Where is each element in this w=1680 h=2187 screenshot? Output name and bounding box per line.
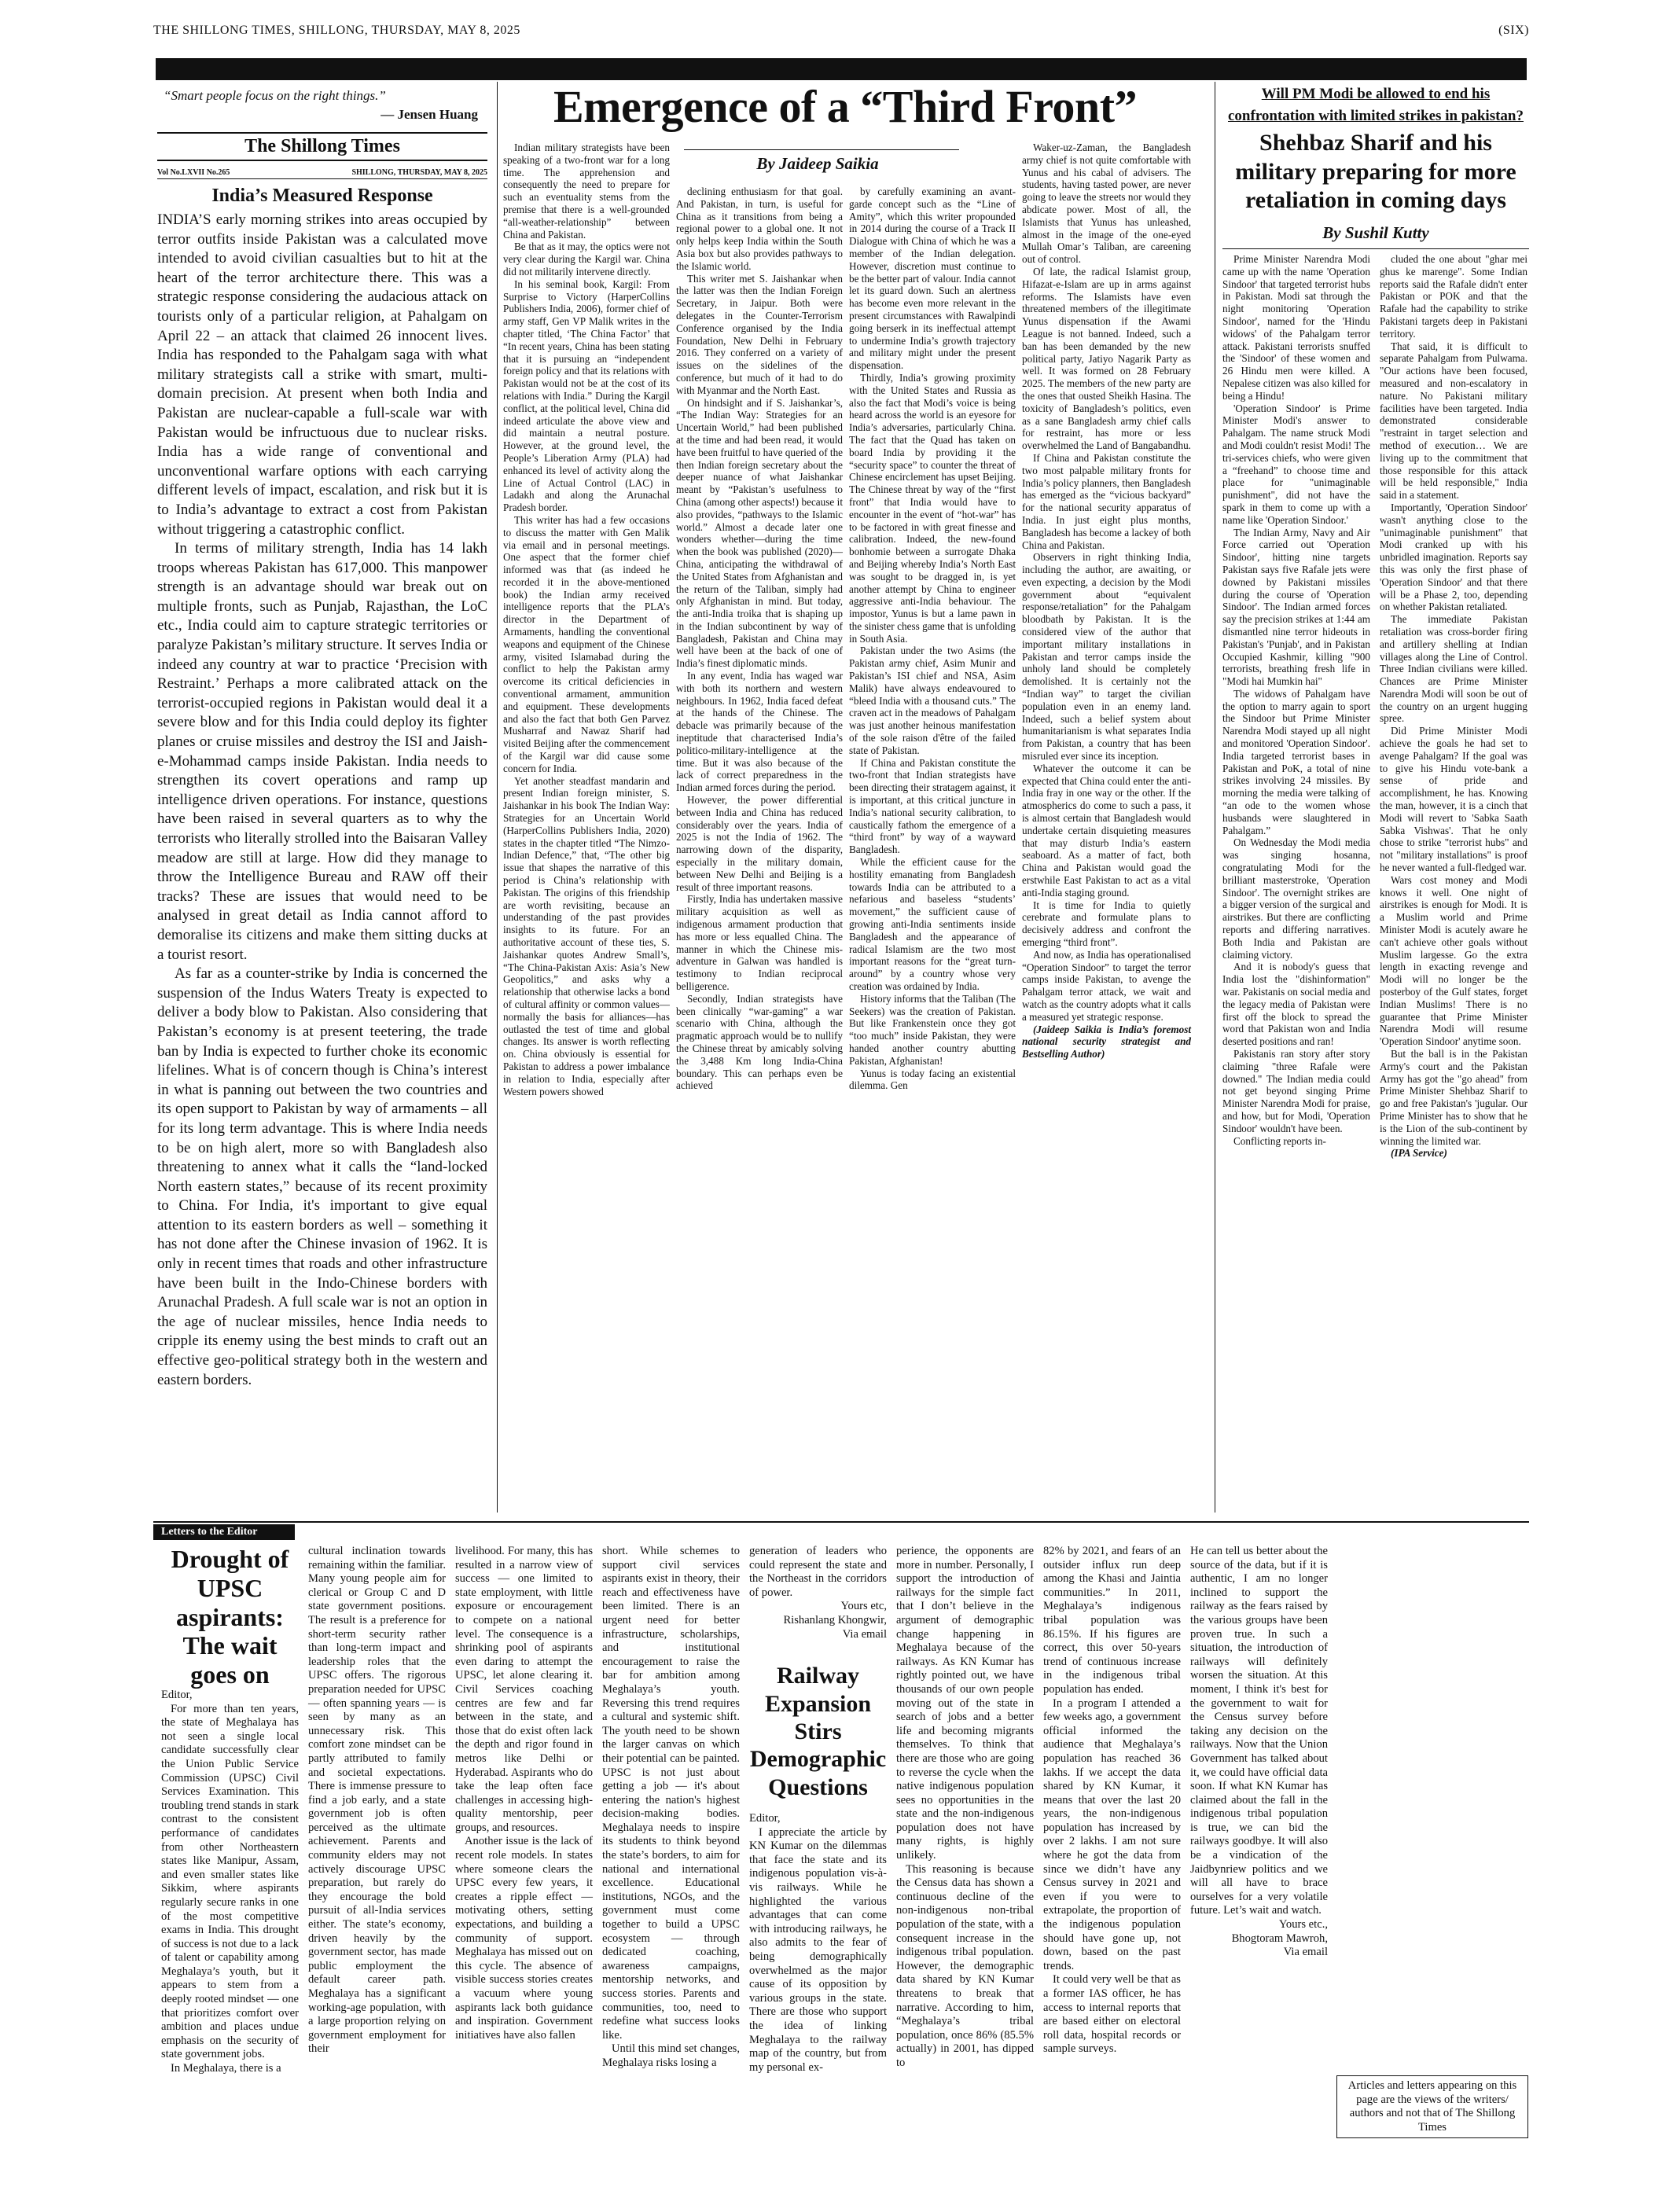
feature-paragraph: Waker-uz-Zaman, the Bangladesh army chief is not quite comfortable with Yunus and his cabal of advisers. The students, having tasted power, are never going to leave the streets nor would they abdicate power. Most of all, the Islamists that Yunus has unleashed, almost in the image of the one-eyed Mullah Omar’s Taliban, are careening out of control.	[1022, 142, 1191, 266]
right-paragraph: 'Operation Sindoor' is Prime Minister Modi's answer to Pahalgam. The name struck Modi and Modi couldn't resist Modi! The tri-services chiefs, who were given a “freehand” to choose time and place for "unimaginable punishment", did not have the spark in them to come up with a name like 'Operation Sindoor.'	[1222, 402, 1370, 526]
feature-paragraph: Whatever the outcome it can be expected that China could enter the anti-India fray in one way or the other. If the atmospherics do come to such a pass, it is almost certain that Bangladesh would undertake certain disquieting measures that may disturb India’s eastern seaboard. As a matter of fact, both China and Pakistan would goad the erstwhile East Pakistan to act as a vital anti-India staging ground.	[1022, 762, 1191, 899]
right-paragraph: That said, it is difficult to separate Pahalgam from Pulwama. "Our actions have been focused, measured and non-escalatory in nature. No Pakistani military facilities have been targeted. India demonstrated considerable "restraint in target selection and method of execution… We are living up to the commitment that those responsible for this attack will be held responsible," India said in a statement.	[1380, 340, 1527, 502]
right-paragraph: Did Prime Minister Modi achieve the goals he had set to avenge Pahalgam? If the goal was to give his Hindu vote-bank a sense of pride and accomplishment, he has. Knowing the man, however, it is a cinch that Modi will revert to 'Sabka Saath Sabka Vishwas'. That he only chose to strike "terrorist hubs" and not "military installations" is proof he never wanted a full-fledged war.	[1380, 725, 1527, 874]
letter-via: Via email	[842, 1627, 887, 1641]
letter-column	[308, 1545, 446, 2057]
letter-salutation: Editor,	[749, 1812, 781, 1825]
quote-box	[164, 88, 478, 123]
byline-rule	[1222, 248, 1529, 249]
right-paragraph: Wars cost money and Modi knows it well. One night of airstrikes is enough for Modi. It is a Muslim world and Prime Minister Modi is acutely aware he can't achieve other goals without Muslim largesse. Go the extra length in exacting revenge and Modi will no longer be the posterboy of the Gulf states, forget Indian Muslims! There is no guarantee that Prime Minister Narendra Modi will resume 'Operation Sindoor' anytime soon.	[1380, 873, 1527, 1048]
right-headline: Shehbaz Sharif and his military preparing for more retaliation in coming days	[1235, 130, 1516, 214]
feature-paragraph: However, the power differential between India and China has reduced considerably over the years. India of 2025 is not the India of 1962. The narrowing down of the disparity, especially in the military domain, between New Delhi and Beijing is a result of three important reasons.	[676, 794, 843, 893]
letter-paragraph: In Meghalaya, there is a	[171, 2062, 281, 2075]
feature-paragraph: Pakistan under the two Asims (the Pakistan army chief, Asim Munir and Pakistan’s ISI chief and NSA, Asim Malik) have always endeavoured to “bleed India with a thousand cuts.” The craven act in the meadows of Pahalgam was just another heinous manifestation of the sole raison d'être of the failed state of Pakistan.	[849, 645, 1016, 756]
feature-paragraph: by carefully examining an avant-garde concept such as the “Line of Amity”, which this writer propounded in 2014 during the course of a Track II Dialogue with China of which he was a member of the Indian delegation. However, discretion must continue to be the better part of valour. India cannot let its guard down. Such an alertness has become even more relevant in the present circumstances with Rawalpindi going berserk in its ineffectual attempt to undermine India’s growth trajectory and military might under the present dispensation.	[849, 186, 1016, 372]
letter-paragraph: generation of leaders who could represent the state and the Northeast in the corridors of power.	[749, 1545, 887, 1599]
right-paragraph: The Indian Army, Navy and Air Force carried out 'Operation Sindoor', hitting nine targets Pakistan says five Rafale jets were downed by Pakistani missiles during the course of 'Operation Sindoor'. The Indian armed forces say the precision strikes at 1:44 am dismantled nine terror hideouts in Pakistan's 'Punjab', and in Pakistan Occupied Kashmir, killing "900 terrorists, breathing fresh life in "Modi hai Mumkin hai"	[1222, 526, 1370, 688]
editorial-title: India’s Measured Response	[211, 186, 433, 206]
letter-column	[896, 1545, 1034, 2071]
letter-paragraph: In a program I attended a few weeks ago, a government official informed the audience that Meghalaya’s population has reached 36 lakhs. If we accept the data shared by KN Kumar, it means that over the last 20 years, the non-indigenous population has increased by over 2 lakhs. I am not sure where he got the data from since we didn’t have any Census survey in 2021 and even if you were to extrapolate, the proportion of the indigenous population should have gone up, not down, based on the past trends.	[1043, 1696, 1181, 1972]
letter-paragraph: For more than ten years, the state of Meghalaya has not seen a single local candidate successfully clear the Union Public Service Commission (UPSC) Civil Services Examination. This troubling trend stands in stark contrast to the consistent performance of candidates from other Northeastern states like Manipur, Assam, and even smaller states like Sikkim, where aspirants regularly secure ranks in one of the most competitive exams in India. This drought of success is not due to a lack of talent or capability among Meghalaya’s youth, but it appears to stem from a deeply rooted mindset — one that prioritizes comfort over ambition and places undue emphasis on the security of state government jobs.	[161, 1702, 299, 2061]
letter-paragraph: He can tell us better about the source of the data, but if it is authentic, I am no longer inclined to support the railway as the fears raised by the various groups have been proven true. In such a situation, the introduction of railways will definitely worsen the situation. At this moment, I think it's best for the government to wait for the Census survey before taking any decision on the railways. Now that the Union Government has talked about it, we could have official data soon. If what KN Kumar has claimed about the fall in the indigenous tribal population is true, we can bid the railways goodbye. It will also be a vindication of the Jaidbynriew politics and we will all have to brace ourselves for a very volatile future. Let’s wait and watch.	[1190, 1545, 1328, 1917]
letter-column	[1043, 1545, 1181, 2057]
letter-paragraph: 82% by 2021, and fears of an outsider influx run deep among the Khasi and Jaintia communities.” In 2011, Meghalaya’s indigenous tribal population was 86.15%. If his figures are correct, this over 50-years trend of continuous increase in the indigenous tribal population has ended.	[1043, 1545, 1181, 1696]
feature-paragraph: In any event, India has waged war with both its northern and western neighbours. In 1962, India faced defeat at the hands of the Chinese. The debacle was primarily because of the ineptitude that characterised India’s politico-military-intelligence at the time. But it was also because of the lack of correct preparedness in the Indian armed forces during the period.	[676, 670, 843, 794]
letter-signoff: Yours etc,	[840, 1600, 887, 1613]
wire-credit: (IPA Service)	[1391, 1147, 1447, 1160]
feature-paragraph: Of late, the radical Islamist group, Hifazat-e-Islam are up in arms against reforms. The Islamists have even threatened members of the illegitimate Yunus dispensation if the Awami League is not banned. Indeed, such a ban has been demanded by the new political party, Jatiyo Nagarik Party as well. It was formed on 28 February 2025. The members of the new party are the ones that ousted Sheikh Hasina. The toxicity of Bangladesh’s politics, even as a sane Bangladesh army chief calls for restraint, has more or less overwhelmed the Land of Bangabandhu.	[1022, 265, 1191, 452]
right-paragraph: And it is nobody's guess that India lost the "dishinformation" war. Pakistanis on social media and the legacy media of Pakistan were first off the block to spread the word that Pakistan won and India deserted positions and ran!	[1222, 961, 1370, 1048]
letter-paragraph: cultural inclination towards remaining within the familiar. Many young people aim for clerical or Group C and D state government positions. The result is a preference for short-term security rather than long-term impact and leadership roles that the UPSC offers. The rigorous preparation needed for UPSC — often spanning years — is seen by many as an unnecessary risk. This comfort zone mindset can be partly attributed to family and societal expectations. There is immense pressure to find a job early, and a state government job is often perceived as the ultimate achievement. Parents and community elders may not actively discourage UPSC preparation, but rarely do they encourage the bold pursuit of all-India services either. The state’s economy, driven heavily by the government sector, has made public employment the default career path. Meghalaya has a significant working-age population, with a large proportion relying on government employment for their	[308, 1545, 446, 2056]
feature-paragraph: declining enthusiasm for that goal. And Pakistan, in turn, is useful for China as it transitions from being a regional power to a global one. It not only helps keep India within the South Asia box but also provides pathways to the Islamic world.	[676, 186, 843, 272]
feature-paragraph: While the efficient cause for the hostility emanating from Bangladesh towards India can be attributed to a nefarious and baseless “students’ movement,” the sufficient cause of growing anti-India sentiments inside Bangladesh and the appearance of radical Islamism are the two most important reasons for the “great turn-around” by a country whose very creation was ordained by India.	[849, 856, 1016, 992]
feature-paragraph: Firstly, India has undertaken massive military acquisition as well as indigenous armament production that has more or less equalled China. The manner in which the Chinese mis-adventure in Galwan was handled is testimony to Indian reciprocal belligerence.	[676, 893, 843, 992]
quote-text: “Smart people focus on the right things.”	[164, 88, 386, 103]
feature-column-2	[676, 186, 843, 1092]
right-byline: By Sushil Kutty	[1322, 223, 1429, 242]
byline-rule	[684, 149, 959, 150]
letter-paragraph: Another issue is the lack of recent role models. In states where someone clears the UPSC every few years, it creates a ripple effect — motivating others, setting expectations, and building a community of support. Meghalaya has missed out on this cycle. The absence of visible success stories creates a vacuum where young aspirants lack both guidance and inspiration. Government initiatives have also fallen	[455, 1835, 593, 2042]
feature-paragraph: And now, as India has operationalised “Operation Sindoor” to target the terror camps inside Pakistan, to avenge the Pahalgam terror attack, we wait and watch as the country adopts what it calls a measured yet strategic response.	[1022, 948, 1191, 1023]
column-rule	[497, 82, 498, 1513]
letter-headline: Drought of UPSC aspirants: The wait goes on	[171, 1545, 289, 1689]
feature-column-4	[1022, 142, 1191, 1060]
letter-paragraph: This reasoning is because the Census data has shown a continuous decline of the non-indigenous non-tribal population of the state, with a consequent increase in the indigenous tribal population. However, the demographic data shared by KN Kumar threatens to break that narrative. According to him, “Meghalaya’s tribal population, once 86% (85.5% actually) in 2001, has dipped to	[896, 1862, 1034, 2069]
letter-column	[1190, 1545, 1328, 1960]
page-number: (SIX)	[1498, 24, 1529, 37]
letter-headline: Railway Expansion Stirs Demographic Questions	[749, 1663, 887, 1800]
feature-paragraph: If China and Pakistan constitute the two-front that Indian strategists have been directing their stratagem against, it is important, at this critical juncture in India’s national security calibration, to caustically fathom the emergence of a “third front” by way of a wayward Bangladesh.	[849, 756, 1016, 856]
feature-paragraph: Yet another steadfast mandarin and present Indian foreign minister, S. Jaishankar in his book The Indian Way: Strategies for an Uncertain World (HarperCollins Publishers India, 2020) states in the chapter titled “The Nimzo-Indian Defence,” that, “The other big issue that shapes the narrative of this period is China’s relationship with Pakistan. The origins of this friendship are worth revisiting, because an understanding of the past provides insights to its future. For an authoritative account of these ties, S. Jaishankar quotes Andrew Small’s, “The China-Pakistan Axis: Asia’s New Geopolitics,” and asks why a relationship that otherwise lacks a bond of cultural affinity or common values—normally the basis for alliances—has outlasted the test of time and global changes. Its answer is worth reflecting on. China obviously is essential for Pakistan to address a power imbalance in relation to India, especially after Western powers showed	[503, 774, 670, 1097]
feature-paragraph: Secondly, Indian strategists have been clinically “war-gaming” a war scenario with China, although the pragmatic approach would be to nullify the Chinese threat by amicably solving the 3,488 Km long India-China boundary. This can perhaps even be achieved	[676, 992, 843, 1092]
quote-author: — Jensen Huang	[380, 107, 478, 122]
feature-byline: By Jaideep Saikia	[756, 154, 879, 173]
feature-paragraph: Yunus is today facing an existential dilemma. Gen	[849, 1067, 1016, 1092]
right-paragraph: On Wednesday the Modi media was singing hosanna, congratulating Modi for the brilliant masterstroke, 'Operation Sindoor'. The overnight strikes are a bigger version of the surgical and airstrikes. But there are conflicting reports and differing narratives. Both India and Pakistan are claiming victory.	[1222, 836, 1370, 961]
right-column-1	[1222, 253, 1370, 1147]
edition-dateline: SHILLONG, THURSDAY, MAY 8, 2025	[351, 168, 487, 177]
disclaimer-box: Articles and letters appearing on this page are the views of the writers/ authors and not that of The Shillong Times	[1336, 2075, 1528, 2138]
feature-paragraph: This writer has had a few occasions to discuss the matter with Gen Malik via email and in personal meetings. One aspect that the former chief informed was that (as indeed he recorded it in the above-mentioned book) the Indian army received intelligence reports that the PLA’s director in the Department of Armaments, handling the conventional weapons and equipment of the Chinese army, visited Islamabad during the conflict to help the Pakistan army overcome its critical deficiencies in conventional armament, ammunition and equipment. These developments and also the fact that both Gen Parvez Musharraf and Nawaz Sharif had visited Beijing after the commencement of the Kargil war did cause some concern for India.	[503, 513, 670, 774]
feature-paragraph: If China and Pakistan constitute the two most palpable military fronts for India’s policy planners, then Bangladesh has emerged as the “vicious backyard” for the national security apparatus of India. In just eight plus months, Bangladesh has become a lackey of both China and Pakistan.	[1022, 451, 1191, 551]
feature-paragraph: History informs that the Taliban (The Seekers) was the creation of Pakistan. But like Frankenstein once they got “too much” inside Pakistan, they were handed another country abutting Pakistan, Afghanistan!	[849, 992, 1016, 1067]
letter-signoff: Yours etc.,	[1278, 1918, 1328, 1932]
letter-paragraph: It could very well be that as a former IAS officer, he has access to internal reports that are based either on electoral roll data, hospital records or sample surveys.	[1043, 1973, 1181, 2056]
section-rule	[153, 1521, 1529, 1523]
volume-line	[157, 168, 487, 179]
right-paragraph: The immediate Pakistan retaliation was cross-border firing and artillery shelling at Indian villages along the Line of Control. Three Indian civilians were killed. Chances are Prime Minister Narendra Modi will soon be out of the country on an urgent hugging spree.	[1380, 613, 1527, 725]
volume-number: Vol No.LXVII No.265	[157, 168, 230, 177]
letter-column	[749, 1545, 887, 2075]
right-paragraph: Conflicting reports in-	[1233, 1134, 1326, 1147]
feature-paragraph: It is time for India to quietly cerebrate and formulate plans to decisively address and confront the emerging “third front”.	[1022, 899, 1191, 948]
letter-paragraph: Until this mind set changes, Meghalaya risks losing a	[602, 2042, 740, 2069]
letter-column	[455, 1545, 593, 2042]
right-paragraph: Pakistanis ran story after story claiming "three Rafale were downed." The Indian media could not get beyond singing Prime Minister Narendra Modi for praise, and how, but for Modi, 'Operation Sindoor' wouldn't have been.	[1222, 1048, 1370, 1134]
letter-paragraph: I appreciate the article by KN Kumar on the dilemmas that face the state and its indigenous population vis-à-vis railways. While he highlighted the various advantages that can come with introducing railways, he also admits to the fear of being demographically overwhelmed as the major cause of its opposition by various groups in the state. There are those who support the idea of linking Meghalaya to the railway map of the country, but from my personal ex-	[749, 1825, 887, 2074]
feature-paragraph: Indian military strategists have been speaking of a two-front war for a long time. The apprehension and consequently the need to prepare for such an eventuality stems from the premise that there is a well-grounded “all-weather-relationship” between China and Pakistan.	[503, 142, 670, 241]
right-paragraph: Importantly, 'Operation Sindoor' wasn't anything close to the "unimaginable punishment" that Modi cranked up with his unbridled imagination. Reports say this was only the first phase of 'Operation Sindoor' and that there will be a Phase 2, too, depending on whether Pakistan retaliated.	[1380, 501, 1527, 613]
right-column-2	[1380, 253, 1527, 1160]
right-paragraph: The widows of Pahalgam have the option to marry again to sport the Sindoor but Prime Minister Narendra Modi stayed up all night and monitored 'Operation Sindoor'. India targeted terrorist bases in Pakistan and PoK, a total of nine strikes involving 24 missiles. By morning the media were talking of “an ode to the women whose husbands were slaughtered in Pahalgam.”	[1222, 687, 1370, 836]
feature-paragraph: On hindsight and if S. Jaishankar’s, “The Indian Way: Strategies for an Uncertain World,” had been published at the time and had been read, it would have been fruitful to have queried of the then Indian foreign secretary about the deeper nuance of what Jaishankar meant by “Pakistan’s usefulness to China (among other aspects!) because it also provides, “pathways to the Islamic world.” Almost a decade later one wonders whether—during the time when the book was published (2020)—China, anticipating the withdrawal of the United States from Afghanistan and the return of the Taliban, simply had only Afghanistan in mind. But today, the anti-India troika that is shaping up in the Indian subcontinent by way of Bangladesh, Pakistan and China may well have been at the back of one of India’s finest diplomatic minds.	[676, 396, 844, 670]
feature-paragraph: Be that as it may, the optics were not very clear during the Kargil war. China did not militarily intervene directly.	[503, 241, 670, 278]
right-paragraph: But the ball is in the Pakistan Army's court and the Pakistan Army has got the "go ahead" from Prime Minister Shehbaz Sharif to go and free Pakistan's 'jugular. Our Prime Minister has to show that he is the Lion of the sub-continent by winning the limited war.	[1380, 1048, 1527, 1147]
feature-paragraph: Thirdly, India’s growing proximity with the United States and Russia as also the fact that Modi’s voice is being heard across the world is an eyesore for India’s adversaries, particularly China. The fact that the Quad has taken on board India by providing it the “security space” to counter the threat of Chinese encirclement has upset Beijing. The Chinese threat by way of the “first front” that India would have to encounter in the event of “hot-war” has to be factored in with great finesse and calibration. Indeed, the new-found bonhomie between a surrogate Dhaka and Beijing whereby India’s North East was sought to be dragged in, is yet another attempt by China to engineer aggressive anti-India behaviour. The impostor, Yunus is but a lame pawn in the sinister chess game that is unfolding in South Asia.	[849, 371, 1016, 645]
masthead: The Shillong Times	[157, 132, 487, 161]
feature-column-1	[503, 142, 670, 1097]
letter-salutation: Editor,	[161, 1689, 193, 1701]
letter-paragraph: perience, the opponents are more in number. Personally, I support the introduction of railways for the simple fact that I don’t believe in the argument of demographic change happening in Meghalaya because of the railways. As KN Kumar has rightly pointed out, we have thousands of our own people moving out of the state in search of jobs and a better life and becoming migrants themselves. To think that there are those who are going to reverse the cycle when the native indigenous population sees no opportunities in the state and the non-indigenous population does not have many rights, is highly unlikely.	[896, 1545, 1034, 1862]
letter-paragraph: livelihood. For many, this has resulted in a narrow view of success — one limited to state employment, with little exposure or encouragement to compete on a national level. The consequence is a shrinking pool of aspirants even daring to attempt the UPSC, let alone clearing it. Civil Services coaching centres are few and far between in the state, and those that do exist often lack the depth and rigor found in metros like Delhi or Hyderabad. Aspirants who do take the leap often face challenges in accessing high-quality mentorship, peer groups, and resources.	[455, 1545, 593, 1834]
feature-paragraph: This writer met S. Jaishankar when the latter was then the Indian Foreign Secretary, in Jaipur. Both were delegates in the Counter-Terrorism Conference organised by the India Foundation, New Delhi in February 2016. They conferred on a variety of issues on the sidelines of the conference, but much of it had to do with Myanmar and the North East.	[676, 272, 843, 396]
right-kicker: Will PM Modi be allowed to end his confrontation with limited strikes in pakistan?	[1228, 86, 1524, 124]
letter-paragraph: short. While schemes to support civil services aspirants exist in theory, their reach and effectiveness have been limited. There is an urgent need for better infrastructure, scholarships, and institutional encouragement to raise the bar for ambition among Meghalaya’s youth. Reversing this trend requires a cultural and systemic shift. The youth need to be shown the larger canvas on which their potential can be painted. UPSC is not just about getting a job — it's about entering the nation's highest decision-making bodies. Meghalaya needs to inspire its students to think beyond the state’s borders, to aim for national and international excellence. Educational institutions, NGOs, and the government must come together to build a UPSC ecosystem — through dedicated coaching, awareness campaigns, mentorship networks, and success stories. Parents and communities, too, need to redefine what success looks like.	[602, 1545, 740, 2042]
letter-column	[602, 1545, 740, 2071]
right-paragraph: cluded the one about "ghar mei ghus ke marenge". Some Indian reports said the Rafale didn't enter Pakistan or POK and that the Rafale had the capability to strike Pakistani targets deep in Pakistani territory.	[1380, 253, 1527, 340]
top-bar	[156, 58, 1527, 80]
editorial-paragraph: INDIA’S early morning strikes into areas occupied by terror outfits inside Pakistan was a calculated move intended to avoid civilian casualties but to hit at the heart of the terror architecture there. This was a strategic response considering the audacious attack on tourists only of a particular religion, at Pahalgam on April 22 – an attack that claimed 26 innocent lives. India has responded to the Pahalgam saga with what military strategists call a strike with smart, multi-domain precision. At present when both India and Pakistan are nuclear-capable a full-scale war with Pakistan would be infructuous due to nuclear risks. India has a wide range of conventional and unconventional warfare options with each carrying different levels of impact, escalation, and risk but it is to India’s advantage to extract a cost from Pakistan without triggering a catastrophic conflict.	[157, 211, 487, 538]
feature-paragraph: In his seminal book, Kargil: From Surprise to Victory (HarperCollins Publishers India, 2006), former chief of army staff, Gen VP Malik writes in the chapter titled, ‘The China Factor’ that “In recent years, China has been stating that it is pursuing an “independent foreign policy and that its relations with Pakistan would not be at the cost of its relations with India.” During the Kargil conflict, at the political level, China did indeed articulate the above view and did maintain a neutral posture. However, at the ground level, the People’s Liberation Army (PLA) had enhanced its level of activity along the Line of Actual Control (LAC) in Ladakh and along the Arunachal Pradesh border.	[503, 278, 670, 514]
letter-author: Bhogtoram Mawroh,	[1231, 1932, 1328, 1945]
feature-column-3	[849, 186, 1016, 1092]
editorial-paragraph: In terms of military strength, India has 14 lakh troops whereas Pakistan has 617,000. This manpower strength is an advantage should war break out on multiple fronts, such as Punjab, Rajasthan, the LoC etc., India could aim to capture strategic territories or paralyze Pakistan’s military structure. It serves India or indeed any country at war to practice ‘Precision with Restraint.’ Perhaps a more calibrated attack on the terrorist-occupied regions in Pakistan would deal it a severe blow and for this India could deploy its fighter planes or cruise missiles and destroy the ISI and Jaish-e-Mohammad camps inside Pakistan. India needs to strengthen its covert operations and ramp up intelligence driven operations. For instance, questions have been raised in several quarters as to why the terrorists who literally strolled into the Baisaran Valley meadow are still at large. How did they manage to throw the Intelligence Bureau and RAW off their tracks? These are issues that would need to be analysed in great detail as India cannot afford to demoralise its citizens and make them sitting ducks at a tourist resort.	[157, 540, 487, 963]
letters-section-tag: Letters to the Editor	[153, 1524, 295, 1540]
feature-paragraph: Observers in right thinking India, including the author, are awaiting, or even expecting, a decision by the Modi government about “equivalent response/retaliation” for the Pahalgam bloodbath by Pakistan. It is the considered view of the author that important military installations in Pakistan and terror camps inside the unholy land should be completely demolished. It is certainly not the “Indian way” to target the civilian population even in an enemy land. Indeed, such a belief system about humanitarianism is what separates India from Pakistan, a country that has been misruled ever since its inception.	[1022, 551, 1191, 763]
letter-column	[161, 1689, 299, 2076]
right-paragraph: Prime Minister Narendra Modi came up with the name 'Operation Sindoor' that targeted terrorist hubs in Pakistan. Modi sat through the night monitoring 'Operation Sindoor', named for the 'Hindu widows' of the Pahalgam terror attack. Pakistani terrorists snuffed the 'Sindoor' of these women and 26 Hindu men were killed. A Nepalese citizen was also killed for being a Hindu!	[1222, 253, 1370, 402]
author-note: (Jaideep Saikia is India’s foremost national security strategist and Bestselling Author)	[1022, 1023, 1191, 1060]
feature-headline: Emergence of a “Third Front”	[553, 81, 1138, 132]
editorial-paragraph: As far as a counter-strike by India is concerned the suspension of the Indus Waters Treaty is expected to deliver a body blow to Pakistan. Also considering that Pakistan’s economy is at present teetering, the trade ban by India is expected to further choke its economic lifelines. What is of concern though is China’s interest in what is panning out between the two countries and its open support to Pakistan by way of armaments – all for its long term advantage. This is where India needs to be on high alert, more so with Bangladesh also threatening to annex what it calls the “land-locked North eastern states,” because of its recent proximity to China. For India, it's important to give equal attention to its eastern borders as well – something it has not done after the Chinese invasion of 1962. It is only in recent times that roads and other infrastructure have been built in the Indo-Chinese borders with Arunachal Pradesh. A full scale war is not an option in the age of nuclear missiles, hence India needs to cripple its enemy using the best minds to craft out an effective geo-political strategy both in the western and eastern borders.	[157, 965, 487, 1388]
letter-author: Rishanlang Khongwir,	[783, 1613, 887, 1626]
letter-via: Via email	[1283, 1946, 1328, 1959]
editorial-body	[157, 211, 487, 1390]
page-dateline: THE SHILLONG TIMES, SHILLONG, THURSDAY, MAY 8, 2025	[153, 24, 520, 37]
